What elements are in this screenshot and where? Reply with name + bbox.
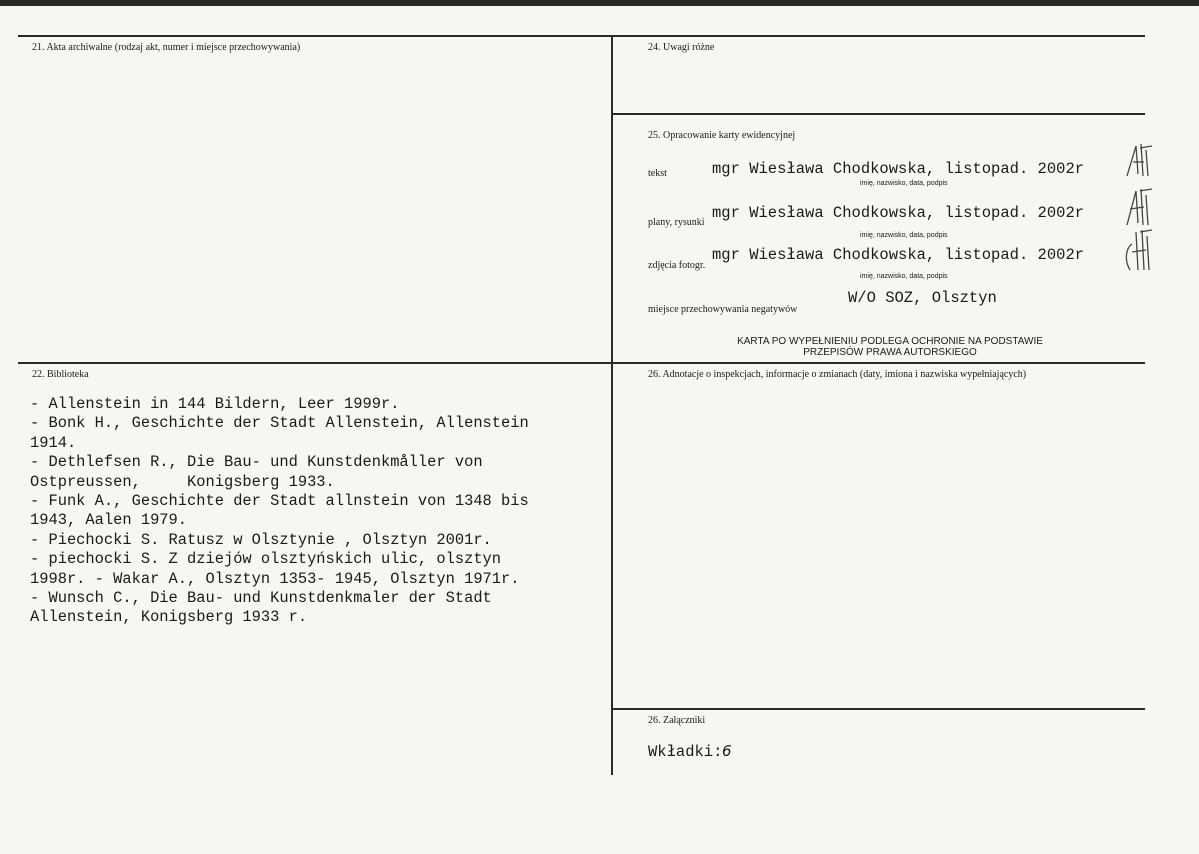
top-rule	[18, 35, 1145, 37]
negatives-storage-value: W/O SOZ, Olsztyn	[848, 289, 997, 307]
photos-row-caption: imię, nazwisko, data, podpis	[860, 273, 948, 280]
bibliography-line: - piechocki S. Z dziejów olsztyńskich ulic, olsztyn	[30, 550, 502, 569]
bibliography-line: - Piechocki S. Ratusz w Olsztynie , Olsztyn 2001r.	[30, 530, 492, 549]
photos-row-value: mgr Wiesława Chodkowska, listopad. 2002r	[712, 246, 1085, 264]
notes-bottom-rule	[613, 113, 1145, 115]
attachments-label: 26. Załączniki	[648, 715, 706, 726]
bibliography-line: Ostpreussen, Konigsberg 1933.	[30, 472, 335, 491]
inserts-value: 6	[722, 742, 732, 760]
archival-records-label: 21. Akta archiwalne (rodzaj akt, numer i miejsce przechowywania)	[32, 42, 301, 53]
copyright-notice-line-1: KARTA PO WYPEŁNIENIU PODLEGA OCHRONIE NA PODSTAWIE	[737, 336, 1043, 347]
negatives-storage-label: miejsce przechowywania negatywów	[648, 304, 798, 315]
plans-row-value: mgr Wiesława Chodkowska, listopad. 2002r	[712, 204, 1085, 222]
bibliography-line: 1998r. - Wakar A., Olsztyn 1353- 1945, Olsztyn 1971r.	[30, 569, 520, 588]
bibliography-line: 1914.	[30, 433, 77, 452]
signature-3	[1124, 226, 1154, 274]
signature-2	[1124, 185, 1154, 229]
text-row-value: mgr Wiesława Chodkowska, listopad. 2002r	[712, 160, 1085, 178]
copyright-notice-line-2: PRZEPISÓW PRAWA AUTORSKIEGO	[803, 347, 977, 358]
notes-label: 24. Uwagi różne	[648, 42, 715, 53]
card-preparation-label: 25. Opracowanie karty ewidencyjnej	[648, 130, 796, 141]
inspections-label: 26. Adnotacje o inspekcjach, informacje o zmianach (daty, imiona i nazwiska wypełniających)	[648, 369, 1027, 380]
bibliography-line: - Wunsch C., Die Bau- und Kunstdenkmaler der Stadt	[30, 589, 492, 608]
bibliography-line: - Funk A., Geschichte der Stadt allnstein von 1348 bis	[30, 492, 529, 511]
library-label: 22. Biblioteka	[32, 369, 89, 380]
center-divider	[611, 35, 613, 775]
text-row-label: tekst	[648, 168, 667, 179]
inserts-label: Wkładki:	[648, 743, 723, 761]
scan-top-edge	[0, 0, 1199, 6]
bibliography-line: - Dethlefsen R., Die Bau- und Kunstdenkmåller von	[30, 453, 483, 472]
bibliography-line: Allenstein, Konigsberg 1933 r.	[30, 608, 308, 627]
copyright-notice	[660, 336, 1120, 358]
bibliography-list	[30, 395, 529, 628]
plans-row-caption: imię, nazwisko, data, podpis	[860, 232, 948, 239]
signature-1	[1124, 140, 1154, 180]
bibliography-line: - Allenstein in 144 Bildern, Leer 1999r.	[30, 395, 400, 413]
attachments-top-rule	[613, 708, 1145, 710]
text-row-caption: imię, nazwisko, data, podpis	[860, 180, 948, 187]
bibliography-line: 1943, Aalen 1979.	[30, 511, 188, 530]
bibliography-line: - Bonk H., Geschichte der Stadt Allenstein, Allenstein	[30, 414, 529, 433]
plans-row-label: plany, rysunki	[648, 217, 705, 228]
middle-rule	[18, 362, 1145, 364]
photos-row-label: zdjęcia fotogr.	[648, 260, 706, 271]
